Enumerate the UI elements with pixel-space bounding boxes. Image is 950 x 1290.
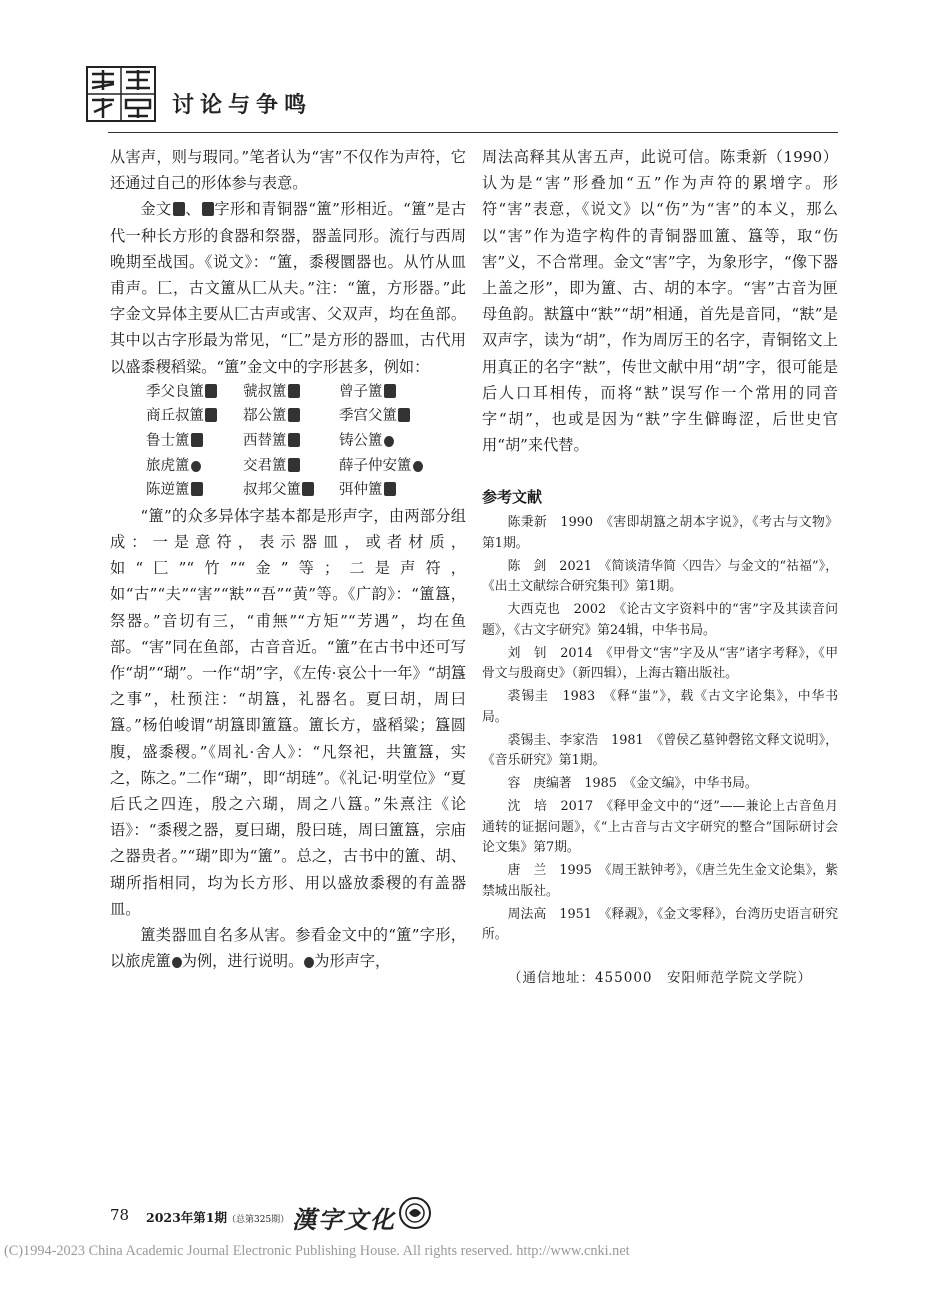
reference-item: 周法高 1951 《释䚄》，《金文零释》，台湾历史语言研究所。 [482, 906, 838, 943]
variant-item [243, 404, 339, 429]
bronze-glyph-icon [413, 461, 423, 472]
issue-label [146, 1208, 289, 1226]
variant-label: 鄀公簠 [243, 408, 287, 425]
variant-item [146, 404, 243, 429]
page-footer [110, 1200, 530, 1240]
variant-item [339, 429, 394, 454]
references-list [482, 513, 838, 946]
variant-item [243, 380, 339, 405]
variant-label: 叔邦父簠 [243, 482, 301, 499]
bronze-glyph-icon [288, 433, 300, 447]
variant-label: 商丘叔簠 [146, 408, 204, 425]
bronze-glyph-icon [172, 957, 182, 968]
variant-label: 西替簠 [243, 433, 287, 450]
issue-total: （总第325期） [227, 1215, 290, 1225]
variant-item [243, 429, 339, 454]
bronze-glyph-icon [202, 202, 214, 216]
left-column [110, 144, 466, 974]
variant-item [339, 380, 396, 405]
paragraph [110, 922, 466, 974]
variant-label: 陈逆簠 [146, 482, 190, 499]
reference-item: 陈 剑 2021 《简谈清华简〈四告〉与金文的“祜福”》，《出土文献综合研究集刊》第1期。 [482, 558, 838, 595]
variant-row [110, 380, 466, 405]
issue-text: 2023年第1期 [146, 1210, 227, 1225]
variant-label: 季父良簠 [146, 383, 204, 400]
bronze-glyph-icon [288, 384, 300, 398]
variant-item [146, 380, 243, 405]
variant-label: 旅虎簠 [146, 457, 190, 474]
variant-label: 鲁士簠 [146, 433, 190, 450]
variant-item [339, 404, 410, 429]
variant-row [110, 404, 466, 429]
variant-item [243, 454, 339, 479]
variant-row [110, 454, 466, 479]
journal-name: 漢字文化 [292, 1205, 396, 1234]
reference-item: 裘锡圭 1983 《释“蚩”》，载《古文字论集》，中华书局。 [482, 689, 838, 725]
bronze-glyph-icon [302, 482, 314, 496]
variant-label: 铸公簠 [339, 433, 383, 450]
paragraph: 从害声，则与瑕同。”笔者认为“害”不仅作为声符，它还通过自己的形体参与表意。 [110, 148, 466, 193]
variant-item [146, 429, 243, 454]
variant-label: 虢叔簠 [243, 383, 287, 400]
author-address: （通信地址：455000 安阳师范学院文学院） [507, 969, 813, 986]
bronze-glyph-icon [191, 461, 201, 472]
bronze-glyph-icon [384, 384, 396, 398]
bronze-glyph-icon [288, 408, 300, 422]
header-rule [108, 132, 838, 133]
right-column [482, 144, 838, 986]
variant-item [146, 478, 243, 503]
journal-seal-icon [398, 1196, 432, 1230]
reference-item: 沈 培 2017 《释甲金文中的“迓”——兼论上古音鱼月通转的证据问题》，《“上古音与古文字研究的整合”国际研讨会论文集》第7期。 [482, 799, 838, 856]
text-span: 金文 [140, 200, 172, 219]
section-title: 讨论与争鸣 [172, 93, 313, 118]
bronze-glyph-icon [173, 202, 185, 216]
variant-list [110, 380, 466, 503]
reference-item: 刘 钊 2014 《甲骨文“害”字及从“害”诸字考释》，《甲骨文与殷商史》（新四辑），上海古籍出版社。 [482, 645, 838, 682]
bronze-glyph-icon [384, 436, 394, 447]
variant-label: 薛子仲安簠 [339, 457, 412, 474]
bronze-glyph-icon [398, 408, 410, 422]
bronze-glyph-icon [191, 433, 203, 447]
variant-row [110, 478, 466, 503]
paragraph: 周法高释其从害五声，此说可信。陈秉新（1990）认为是“害”形叠加“五”作为声符的累增字。形符“害”表意，《说文》以“伤”为“害”的本义，那么以“害”作为造字构件的青铜器皿簠、簋等，取“伤害”义，不合常理。金文“害”字，为象形字，“像下器上盖之形”，即为簠、古、胡的本字。“害”古音为匣母鱼韵。㝬簋中“㝬”“胡”相通，首先是音同，“㝬”是双声字，读为“胡”，作为周厉王的名字，青铜铭文上用真正的名字“㝬”，传世文献中用“胡”字，很可能是后人口耳相传，而将“㝬”误写作一个常用的同音字“胡”，也或是因为“㝬”字生僻晦涩，后世史官用“胡”来代替。 [482, 148, 838, 455]
bronze-glyph-icon [205, 384, 217, 398]
bronze-glyph-icon [288, 458, 300, 472]
variant-item [243, 478, 339, 503]
variant-item [339, 478, 396, 503]
text-span: 为例，进行说明。 [181, 952, 304, 971]
variant-label: 曾子簠 [339, 383, 383, 400]
paragraph [110, 196, 466, 379]
reference-item: 容 庚编著 1985 《金文编》，中华书局。 [507, 776, 758, 792]
variant-row [110, 429, 466, 454]
text-span: 、 [184, 200, 201, 219]
variant-label: 弭仲簠 [339, 482, 383, 499]
journal-logo [86, 66, 156, 122]
bronze-glyph-icon [205, 408, 217, 422]
copyright-notice: (C)1994-2023 China Academic Journal Electronic Publishing House. All rights reserved. http://www.cnki.net [4, 1243, 630, 1259]
text-span: 为形声字， [314, 952, 391, 971]
variant-item [146, 454, 243, 479]
reference-item: 大西克也 2002 《论古文字资料中的“害”字及其读音问题》，《古文字研究》第24辑，中华书局。 [482, 602, 838, 638]
variant-label: 交君簠 [243, 457, 287, 474]
bronze-glyph-icon [191, 482, 203, 496]
text-span: 簠类器皿自名多从害。参看金文中的“簠”字形，以旅虎簠 [110, 926, 466, 971]
page-number: 78 [110, 1206, 130, 1224]
variant-label: 季宫父簠 [339, 408, 397, 425]
reference-item: 陈秉新 1990 《害即胡簋之胡本字说》，《考古与文物》第1期。 [482, 515, 838, 551]
references-heading: 参考文献 [482, 488, 543, 507]
bronze-glyph-icon [304, 957, 314, 968]
paragraph: “簠”的众多异体字基本都是形声字，由两部分组成：一是意符，表示器皿，或者材质，如“匚”“竹”“金”等；二是声符，如“古”“夫”“害”“㝬”“吾”“黄”等。《广韵》：“簠簋，祭器。”音切有三，“甫無”“方矩”“芳遇”，均在鱼部。“害”同在鱼部，古音音近。“簠”在古书中还可写作“胡”“瑚”。一作“胡”字，《左传·哀公十一年》“胡簋之事”，杜预注：“胡簋，礼器名。夏曰胡，周曰簋。”杨伯峻谓“胡簋即簠簋。簠长方，盛稻粱；簋圆腹，盛黍稷。”《周礼·舍人》：“凡祭祀，共簠簋，实之，陈之。”二作“瑚”，即“胡琏”。《礼记·明堂位》“夏后氏之四连，殷之六瑚，周之八簋。”朱熹注《论语》：“黍稷之器，夏曰瑚，殷曰琏，周曰簠簋，宗庙之器贵者。”“瑚”即为“簠”。总之，古书中的簠、胡、瑚所指相同，均为长方形、用以盛放黍稷的有盖器皿。 [110, 506, 466, 918]
reference-item: 裘锡圭、李家浩 1981 《曾侯乙墓钟磬铭文释文说明》，《音乐研究》第1期。 [482, 732, 838, 769]
variant-item [339, 454, 423, 479]
reference-item: 唐 兰 1995 《周王㝬钟考》，《唐兰先生金文论集》，紫禁城出版社。 [482, 863, 838, 899]
bronze-glyph-icon [384, 482, 396, 496]
text-span: 字形和青铜器“簠”形相近。“簠”是古代一种长方形的食器和祭器，器盖同形。流行与西周晚期至战国。《说文》：“簠，黍稷圜器也。从竹从皿甫声。匚，古文簠从匚从夫。”注：“簠，方形器。”此字金文异体主要从匚古声或害、父双声，均在鱼部。其中以古字形最为常见，“匚”是方形的器皿，古代用以盛黍稷稻粱。“簠”金文中的字形甚多，例如： [110, 200, 467, 376]
